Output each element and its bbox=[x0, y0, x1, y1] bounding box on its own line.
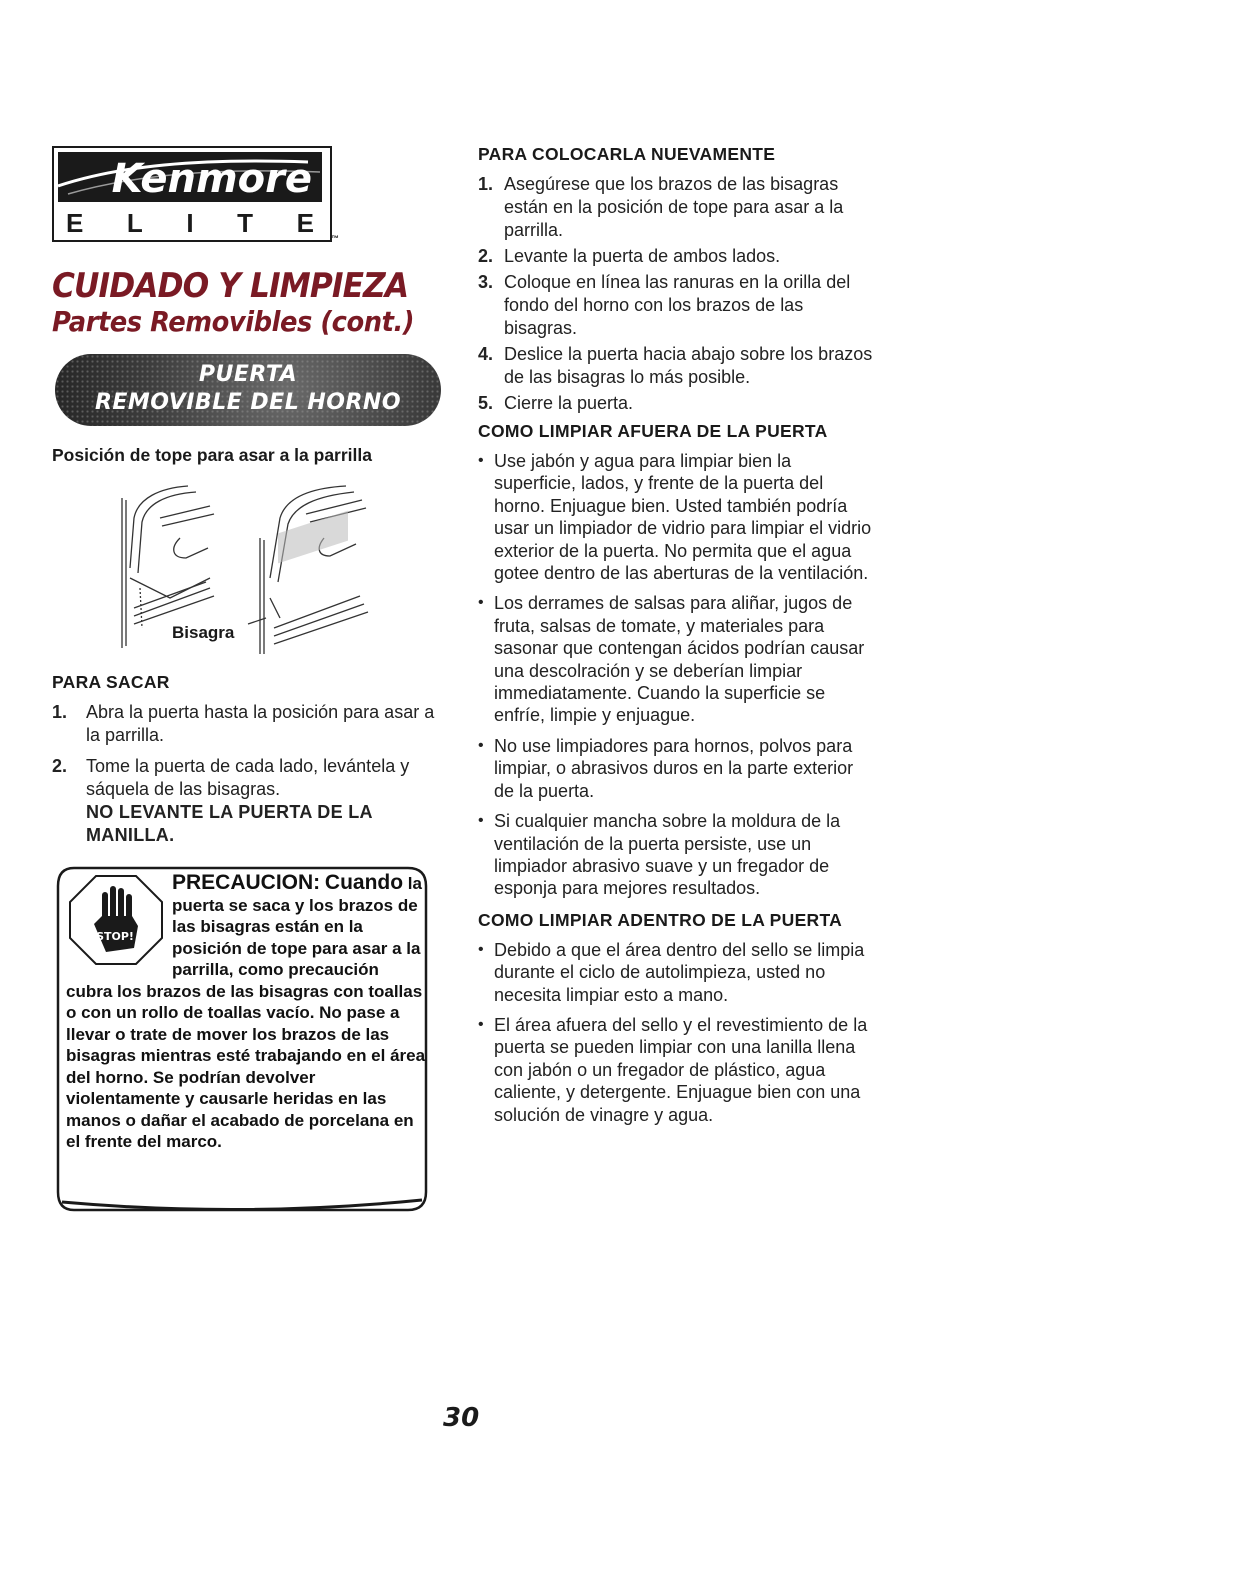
right-column bbox=[478, 144, 878, 1136]
stop-icon-wrap bbox=[66, 872, 172, 972]
bullet-item: • Si cualquier mancha sobre la moldura de la ventilación de la puerta persiste, use un limpiador abrasivo suave y un fregador de esponja para mejores resultados. bbox=[478, 810, 878, 900]
item-number: 1. bbox=[478, 174, 494, 194]
kenmore-elite-logo bbox=[52, 146, 339, 243]
item-number: 3. bbox=[478, 272, 494, 292]
item-text: Abra la puerta hasta la posición para asar a la parrilla. bbox=[86, 702, 435, 745]
adentro-heading: COMO LIMPIAR ADENTRO DE LA PUERTA bbox=[478, 909, 843, 930]
banner-line-2: REMOVIBLE DEL HORNO bbox=[94, 390, 402, 415]
page-subtitle: Partes Removibles (cont.) bbox=[52, 305, 415, 338]
list-item bbox=[478, 343, 878, 389]
bullet-item: • No use limpiadores para hornos, polvos para limpiar, o abrasivos duros en la parte exterior de la puerta. bbox=[478, 735, 878, 802]
item-number: 5. bbox=[478, 393, 494, 413]
caution-lead: Cuando bbox=[324, 871, 404, 894]
bullet-item: • Debido a que el área dentro del sello se limpia durante el ciclo de autolimpieza, usted no necesita limpiar esto a mano. bbox=[478, 939, 878, 1006]
item-warning: NO LEVANTE LA PUERTA DE LA MANILLA. bbox=[86, 802, 373, 845]
list-item bbox=[52, 701, 442, 747]
item-number: 1. bbox=[52, 702, 68, 722]
logo-elite-letters bbox=[58, 208, 322, 239]
item-number: 2. bbox=[478, 246, 494, 266]
bullet-item: • Los derrames de salsas para aliñar, jugos de fruta, salsas de tomate, y materiales para sasonar que contengan ácidos podrían causar una descolración y se deberían limpiar immediatamente. Cuando la superficie se enfríe, limpie y enjuague. bbox=[478, 592, 878, 726]
logo-wordmark: Kenmore bbox=[111, 156, 312, 202]
hinge-label: Bisagra bbox=[172, 623, 235, 642]
bullet-item: • Use jabón y agua para limpiar bien la superficie, lados, y frente de la puerta del horno. Enjuague bien. Usted también podría usar un limpiador de vidrio para limpiar el vidrio exterior de la puerta. No permita que el agua gotee dentro de las aberturas de la ventilación. bbox=[478, 450, 878, 584]
item-number: 2. bbox=[52, 756, 68, 776]
logo-band bbox=[58, 152, 322, 202]
trademark-mark: ™ bbox=[331, 234, 339, 243]
adentro-list bbox=[478, 939, 878, 1126]
para-colocarla-list bbox=[478, 173, 878, 415]
list-item bbox=[478, 271, 878, 340]
list-item bbox=[52, 755, 442, 847]
list-item bbox=[478, 173, 878, 242]
afuera-list bbox=[478, 450, 878, 900]
caution-body: la puerta se saca y los brazos de las bisagras están en la posición de tope para asar a la parrilla, como precaución cubra los brazos de las bisagras con toallas o con un rollo de toallas vacío. No pase a llevar o trate de mover los brazos de las bisagras mientras esté trabajando en el área del horno. Se podrían devolver violentamente y causarle heridas en las manos o dañar el acabado de porcelana en el frente del marco. bbox=[66, 874, 426, 1151]
item-text: Deslice la puerta hacia abajo sobre los brazos de las bisagras lo más posible. bbox=[504, 344, 873, 387]
banner-line-1: PUERTA bbox=[198, 362, 298, 387]
para-sacar-heading: PARA SACAR bbox=[52, 672, 170, 692]
caution-label: PRECAUCION: bbox=[172, 871, 321, 894]
caution-box bbox=[52, 862, 432, 1216]
hinge-illustration bbox=[110, 478, 370, 658]
afuera-heading: COMO LIMPIAR AFUERA DE LA PUERTA bbox=[478, 421, 828, 441]
section-banner bbox=[55, 354, 441, 426]
item-text: Cierre la puerta. bbox=[504, 393, 634, 413]
item-number: 4. bbox=[478, 344, 494, 364]
item-text: Levante la puerta de ambos lados. bbox=[504, 246, 781, 266]
para-sacar-section bbox=[52, 672, 442, 855]
list-item bbox=[478, 245, 878, 268]
item-text: Asegúrese que los brazos de las bisagras están en la posición de tope para asar a la parrilla. bbox=[504, 174, 844, 240]
stop-hand-icon bbox=[66, 872, 166, 968]
bullet-item: • El área afuera del sello y el revestimiento de la puerta se pueden limpiar con una lanilla llena con jabón o un fregador de plástico, agua caliente, y detergente. Enjuague bien con una solución de vinagre y agua. bbox=[478, 1014, 878, 1126]
figure-caption: Posición de tope para asar a la parrilla bbox=[52, 445, 372, 465]
logo-letter: E bbox=[66, 208, 84, 238]
svg-text:STOP!: STOP! bbox=[96, 930, 134, 943]
para-colocarla-heading: PARA COLOCARLA NUEVAMENTE bbox=[478, 144, 776, 164]
page-title: CUIDADO Y LIMPIEZA bbox=[52, 266, 409, 306]
logo-letter: L bbox=[126, 208, 143, 238]
caution-text bbox=[66, 872, 428, 1153]
list-item bbox=[478, 392, 878, 415]
page-number: 30 bbox=[443, 1403, 480, 1433]
logo-letter: I bbox=[186, 208, 194, 238]
logo-letter: T bbox=[237, 208, 254, 238]
item-text: Tome la puerta de cada lado, levántela y sáquela de las bisagras. bbox=[86, 756, 410, 799]
item-text: Coloque en línea las ranuras en la orilla del fondo del horno con los brazos de las bisagras. bbox=[504, 272, 851, 338]
para-sacar-list bbox=[52, 701, 442, 847]
logo-letter: E bbox=[296, 208, 314, 238]
